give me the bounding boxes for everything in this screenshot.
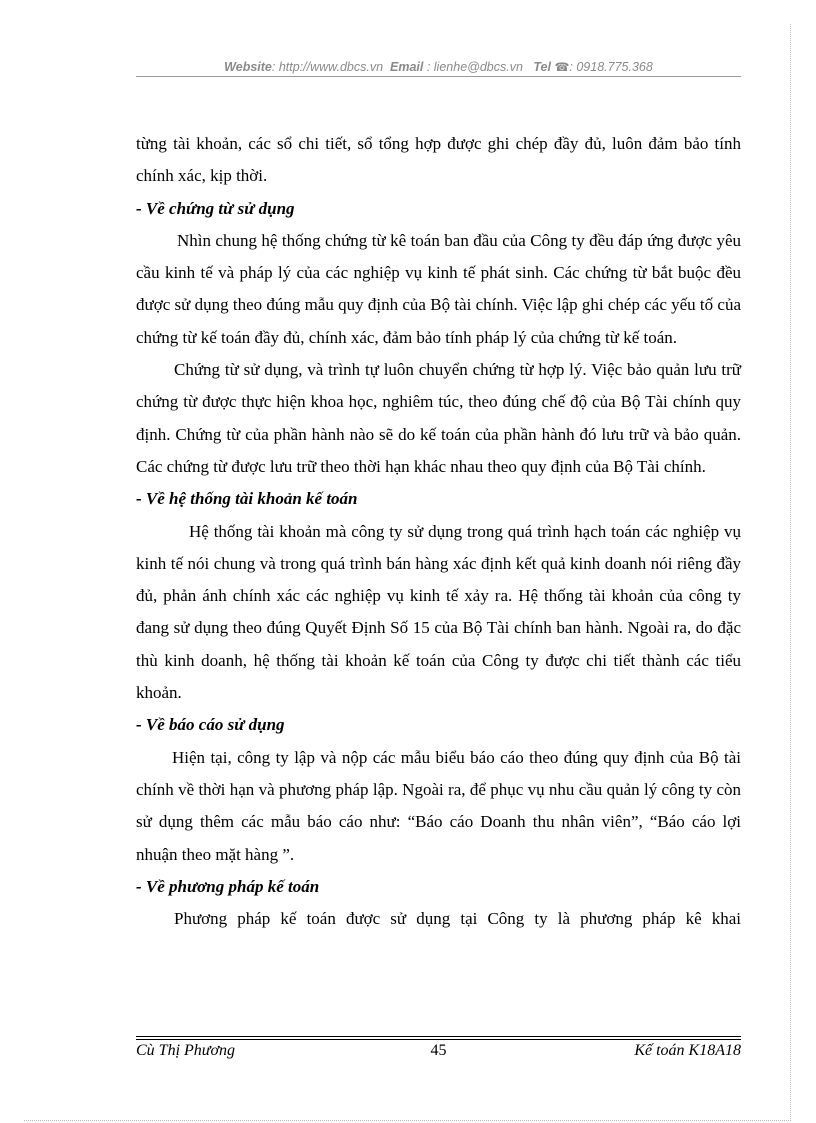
paragraph-1: từng tài khoản, các sổ chi tiết, sổ tổng hợp được ghi chép đầy đủ, luôn đảm bảo tính chính xác, kịp thời.: [136, 134, 741, 186]
heading-chung-tu: - Về chứng từ sử dụng: [136, 198, 295, 218]
phone-icon: ☎: [554, 60, 570, 74]
document-body: [136, 128, 741, 935]
paragraph-4: Hệ thống tài khoản mà công ty sử dụng trong quá trình hạch toán các nghiệp vụ kinh tế nói chung và trong quá trình bán hàng xác định kết quả kinh doanh nói riêng đầy đủ, phản ánh chính xác các nghiệp vụ kinh tế xảy ra. Hệ thống tài khoản của công ty đang sử dụng theo đúng Quyết Định Số 15 của Bộ Tài chính ban hành. Ngoài ra, do đặc thù kinh doanh, hệ thống tài khoản kế toán của Công ty được chi tiết thành các tiểu khoản.: [136, 521, 741, 703]
paragraph-6: Phương pháp kế toán được sử dụng tại Công ty là phương pháp kê khai: [174, 909, 741, 929]
heading-bao-cao: - Về báo cáo sử dụng: [136, 715, 285, 735]
website-label: Website: [224, 60, 272, 74]
tel-value: : 0918.775.368: [569, 60, 653, 74]
footer-page-number: 45: [430, 1042, 447, 1059]
footer-class: Kế toán K18A18: [634, 1042, 741, 1059]
tel-label: Tel: [533, 60, 551, 74]
paragraph-3: Chứng từ sử dụng, và trình tự luôn chuyển chứng từ hợp lý. Việc bảo quản lưu trữ chứng từ được thực hiện khoa học, nghiêm túc, theo đúng chế độ của Bộ Tài chính quy định. Chứng từ của phần hành nào sẽ do kế toán của phần hành đó lưu trữ và bảo quản. Các chứng từ được lưu trữ theo thời hạn khác nhau theo quy định của Bộ Tài chính.: [136, 360, 741, 476]
page-footer: [136, 1042, 741, 1064]
heading-tai-khoan: - Về hệ thống tài khoản kế toán: [136, 489, 358, 509]
footer-author: Cù Thị Phương: [136, 1042, 236, 1059]
heading-phuong-phap: - Về phương pháp kế toán: [136, 876, 320, 896]
footer-rule-bottom: [136, 1039, 741, 1040]
email-value: : lienhe@dbcs.vn: [423, 60, 523, 74]
paragraph-2: Nhìn chung hệ thống chứng từ kê toán ban đầu của Công ty đều đáp ứng được yêu cầu kinh tế và pháp lý của các nghiệp vụ kinh tế phát sinh. Các chứng từ bắt buộc đều được sử dụng theo đúng mẫu quy định của Bộ tài chính. Việc lập ghi chép các yếu tố của chứng từ kế toán đầy đủ, chính xác, đảm bảo tính pháp lý của chứng từ kế toán.: [136, 230, 741, 347]
page-header: [136, 60, 741, 74]
paragraph-5: Hiện tại, công ty lập và nộp các mẫu biểu báo cáo theo đúng quy định của Bộ tài chính về thời hạn và phương pháp lập. Ngoài ra, để phục vụ nhu cầu quản lý công ty còn sử dụng thêm các mẫu báo cáo như: “Báo cáo Doanh thu nhân viên”, “Báo cáo lợi nhuận theo mặt hàng ”.: [136, 747, 741, 864]
email-label: Email: [390, 60, 424, 74]
footer-rule-top: [136, 1036, 741, 1037]
header-rule: [136, 76, 741, 77]
website-value: : http://www.dbcs.vn: [271, 60, 384, 74]
